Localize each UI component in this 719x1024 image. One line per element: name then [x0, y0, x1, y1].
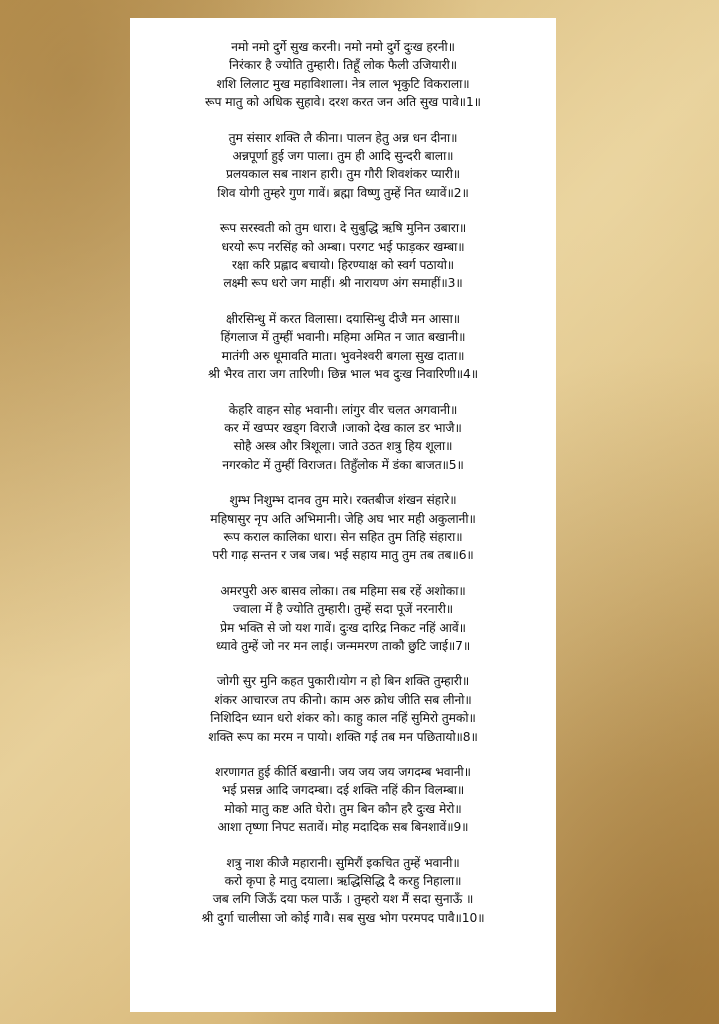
verse-line: श्री भैरव तारा जग तारिणी। छिन्न भाल भव दुःख निवारिणी॥4॥	[208, 367, 478, 382]
chalisa-page	[130, 18, 556, 1012]
verse-line: तुम संसार शक्ति लै कीना। पालन हेतु अन्न धन दीना॥	[228, 130, 458, 145]
verse-line: करो कृपा हे मातु दयाला। ऋद्धिसिद्धि दै करहु निहाला॥	[224, 874, 462, 889]
verse-line: क्षीरसिन्धु में करत विलासा। दयासिन्धु दीजै मन आसा॥	[226, 311, 460, 326]
stanza-5	[130, 401, 556, 475]
verse-line: अन्नपूर्णा हुई जग पाला। तुम ही आदि सुन्दरी बाला॥	[232, 149, 454, 164]
verse-line: शिव योगी तुम्हरे गुण गावें। ब्रह्मा विष्णु तुम्हें नित ध्यावें॥2॥	[217, 185, 469, 200]
verse-line: धरयो रूप नरसिंह को अम्बा। परगट भई फाड़कर खम्बा॥	[221, 239, 465, 254]
verse-line: निशिदिन ध्यान धरो शंकर को। काहु काल नहिं सुमिरो तुमको॥	[210, 711, 476, 726]
stanza-4	[130, 310, 556, 384]
verse-line: हिंगलाज में तुम्हीं भवानी। महिमा अमित न जात बखानी॥	[220, 330, 466, 345]
verse-line: जब लगि जिऊँ दया फल पाऊँ । तुम्हरो यश मैं सदा सुनाऊँ ॥	[212, 892, 474, 907]
verse-line: सोहै अस्त्र और त्रिशूला। जाते उठत शत्रु हिय शूला॥	[233, 439, 453, 454]
verse-line: केहरि वाहन सोह भवानी। लांगुर वीर चलत अगवानी॥	[228, 402, 458, 417]
verse-line: जोगी सुर मुनि कहत पुकारी।योग न हो बिन शक्ति तुम्हारी॥	[216, 674, 470, 689]
verse-line: शत्रु नाश कीजै महारानी। सुमिरौं इकचित तुम्हें भवानी॥	[226, 855, 460, 870]
verse-line: आशा तृष्णा निपट सतावें। मोह मदादिक सब बिनशावें॥9॥	[217, 820, 469, 835]
stanza-8	[130, 672, 556, 746]
verse-line: मातंगी अरु धूमावति माता। भुवनेश्वरी बगला सुख दाता॥	[221, 348, 465, 363]
verse-line: श्री दुर्गा चालीसा जो कोई गावै। सब सुख भोग परमपद पावै॥10॥	[201, 910, 485, 925]
stanza-2	[130, 129, 556, 203]
verse-line: निरंकार है ज्योति तुम्हारी। तिहूँ लोक फैली उजियारी॥	[229, 58, 457, 73]
verse-line: शक्ति रूप का मरम न पायो। शक्ति गई तब मन पछितायो॥8॥	[208, 729, 478, 744]
stanza-7	[130, 582, 556, 656]
verse-line: अमरपुरी अरु बासव लोका। तब महिमा सब रहें अशोका॥	[220, 583, 466, 598]
verse-line: नगरकोट में तुम्हीं विराजत। तिहुँलोक में डंका बाजत॥5॥	[222, 457, 464, 472]
verse-line: प्रलयकाल सब नाशन हारी। तुम गौरी शिवशंकर प्यारी॥	[225, 167, 461, 182]
stanza-9	[130, 763, 556, 837]
verse-line: रक्षा करि प्रह्लाद बचायो। हिरण्याक्ष को स्वर्ग पठायो॥	[231, 258, 455, 273]
verse-line: प्रेम भक्ति से जो यश गावें। दुःख दारिद्र निकट नहिं आवें॥	[220, 620, 466, 635]
stanza-10	[130, 854, 556, 928]
verse-line: रूप मातु को अधिक सुहावे। दरश करत जन अति सुख पावे॥1॥	[205, 95, 481, 110]
verse-line: कर में खप्पर खड्ग विराजै ।जाको देख काल डर भाजै॥	[224, 420, 462, 435]
verse-line: शशि लिलाट मुख महाविशाला। नेत्र लाल भृकुटि विकराला॥	[216, 76, 470, 91]
stanza-6	[130, 491, 556, 565]
verse-line: रूप सरस्वती को तुम धारा। दे सुबुद्धि ऋषि मुनिन उबारा॥	[219, 221, 467, 236]
verse-line: मोको मातु कष्ट अति घेरो। तुम बिन कौन हरै दुःख मेरो॥	[224, 801, 462, 816]
verse-line: शुम्भ निशुम्भ दानव तुम मारे। रक्तबीज शंखन संहारे॥	[229, 493, 457, 508]
stanza-3	[130, 219, 556, 293]
verse-line: ध्यावे तुम्हें जो नर मन लाई। जन्ममरण ताकौ छुटि जाई॥7॥	[215, 638, 471, 653]
verse-line: परी गाढ़ सन्तन र जब जब। भई सहाय मातु तुम तब तब॥6॥	[212, 548, 474, 563]
verse-line: शरणागत हुई कीर्ति बखानी। जय जय जय जगदम्ब भवानी॥	[215, 765, 471, 779]
verse-line: भई प्रसन्न आदि जगदम्बा। दई शक्ति नहिं कीन विलम्बा॥	[221, 783, 465, 798]
stanza-1	[130, 38, 556, 112]
verse-line: महिषासुर नृप अति अभिमानी। जेहि अघ भार मही अकुलानी॥	[210, 511, 476, 526]
verse-line: लक्ष्मी रूप धरो जग माहीं। श्री नारायण अंग समाहीं॥3॥	[223, 276, 463, 291]
verse-line: नमो नमो दुर्गे सुख करनी। नमो नमो दुर्गे दुःख हरनी॥	[231, 40, 455, 54]
verse-line: शंकर आचारज तप कीनो। काम अरु क्रोध जीति सब लीनो॥	[214, 692, 472, 707]
verse-line: ज्वाला में है ज्योति तुम्हारी। तुम्हें सदा पूजें नरनारी॥	[232, 602, 454, 617]
verse-line: रूप कराल कालिका धारा। सेन सहित तुम तिहि संहारा॥	[223, 529, 463, 544]
